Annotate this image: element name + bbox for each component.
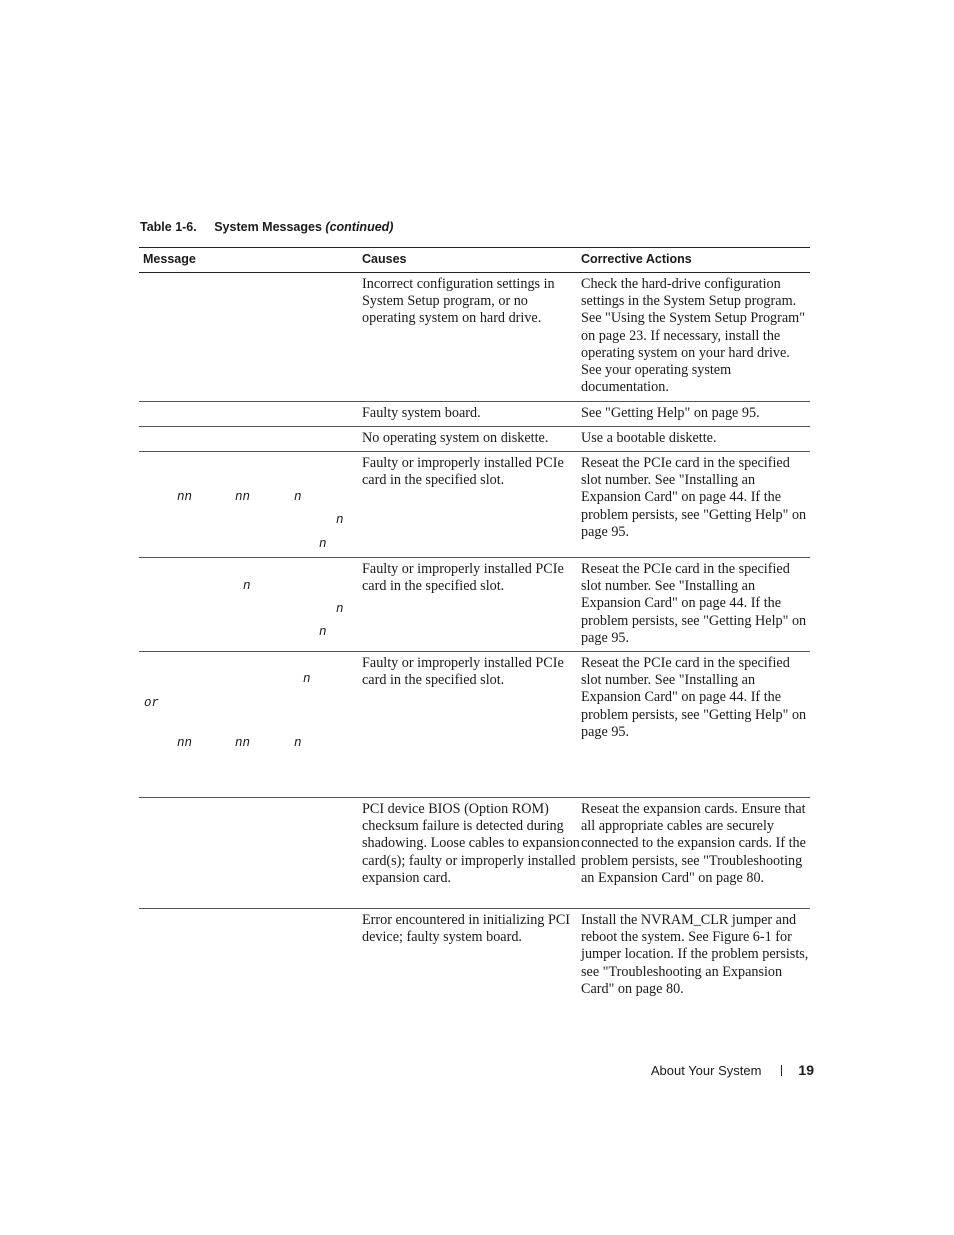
table-row xyxy=(139,427,810,452)
system-messages-table xyxy=(139,247,810,1009)
action-cell: Reseat the PCIe card in the specified slot number. See "Installing an Expansion Card" on page 44. If the problem persists, see "Getting Help" on page 95. xyxy=(581,455,807,540)
footer-section-title: About Your System xyxy=(650,1063,762,1078)
message-fragment: or xyxy=(144,696,160,710)
message-fragment: nn xyxy=(177,736,193,750)
action-cell: Install the NVRAM_CLR jumper and reboot the system. See Figure 6-1 for jumper location. If the problem persists, see "Troubleshooting an Expansion Card" on page 80. xyxy=(581,912,809,997)
table-header-row xyxy=(139,248,810,273)
cause-cell: Faulty or improperly installed PCIe card in the specified slot. xyxy=(362,655,564,689)
action-cell: Reseat the expansion cards. Ensure that all appropriate cables are securely connected to the expansion cards. If the problem persists, see "Troubleshooting an Expansion Card" on page 80. xyxy=(581,801,806,886)
table-caption xyxy=(140,220,393,234)
cause-cell: No operating system on diskette. xyxy=(362,430,549,446)
table-row xyxy=(139,452,810,558)
message-fragment: n xyxy=(303,672,311,686)
message-fragment: n xyxy=(336,513,344,527)
page-number: 19 xyxy=(798,1062,814,1078)
header-causes: Causes xyxy=(362,252,407,266)
cause-cell: Faulty or improperly installed PCIe card in the specified slot. xyxy=(362,455,564,489)
action-cell: See "Getting Help" on page 95. xyxy=(581,405,760,421)
message-fragment: nn xyxy=(177,490,193,504)
page-footer xyxy=(651,1062,814,1078)
message-fragment: n xyxy=(294,736,302,750)
message-fragment: n xyxy=(243,579,251,593)
action-cell: Use a bootable diskette. xyxy=(581,430,717,446)
footer-divider xyxy=(781,1065,782,1076)
table-row xyxy=(139,558,810,652)
action-cell: Reseat the PCIe card in the specified slot number. See "Installing an Expansion Card" on page 44. If the problem persists, see "Getting Help" on page 95. xyxy=(581,561,807,646)
message-fragment: n xyxy=(319,537,327,551)
table-number: Table 1-6. xyxy=(140,220,197,234)
cause-cell: Faulty or improperly installed PCIe card in the specified slot. xyxy=(362,561,564,595)
table-row xyxy=(139,273,810,402)
message-fragment: n xyxy=(319,625,327,639)
cause-cell: PCI device BIOS (Option ROM) checksum failure is detected during shadowing. Loose cables to expansion card(s); faulty or improperly installed expansion card. xyxy=(362,801,580,886)
action-cell: Check the hard-drive configuration settings in the System Setup program. See "Using the System Setup Program" on page 23. If necessary, install the operating system on your hard drive. See your operating system documentation. xyxy=(581,276,805,396)
table-continued-label: (continued) xyxy=(325,220,394,234)
message-fragment: nn xyxy=(235,490,251,504)
cause-cell: Error encountered in initializing PCI device; faulty system board. xyxy=(362,912,571,946)
table-row xyxy=(139,652,810,798)
table-row xyxy=(139,402,810,427)
header-corrective-actions: Corrective Actions xyxy=(581,252,692,266)
table-title: System Messages xyxy=(214,220,322,234)
cause-cell: Incorrect configuration settings in System Setup program, or no operating system on hard drive. xyxy=(362,276,555,327)
table-row xyxy=(139,798,810,909)
message-fragment: n xyxy=(294,490,302,504)
message-fragment: n xyxy=(336,602,344,616)
action-cell: Reseat the PCIe card in the specified slot number. See "Installing an Expansion Card" on page 44. If the problem persists, see "Getting Help" on page 95. xyxy=(581,655,807,740)
table-row xyxy=(139,909,810,1009)
header-message: Message xyxy=(143,252,196,266)
cause-cell: Faulty system board. xyxy=(362,405,481,421)
message-fragment: nn xyxy=(235,736,251,750)
